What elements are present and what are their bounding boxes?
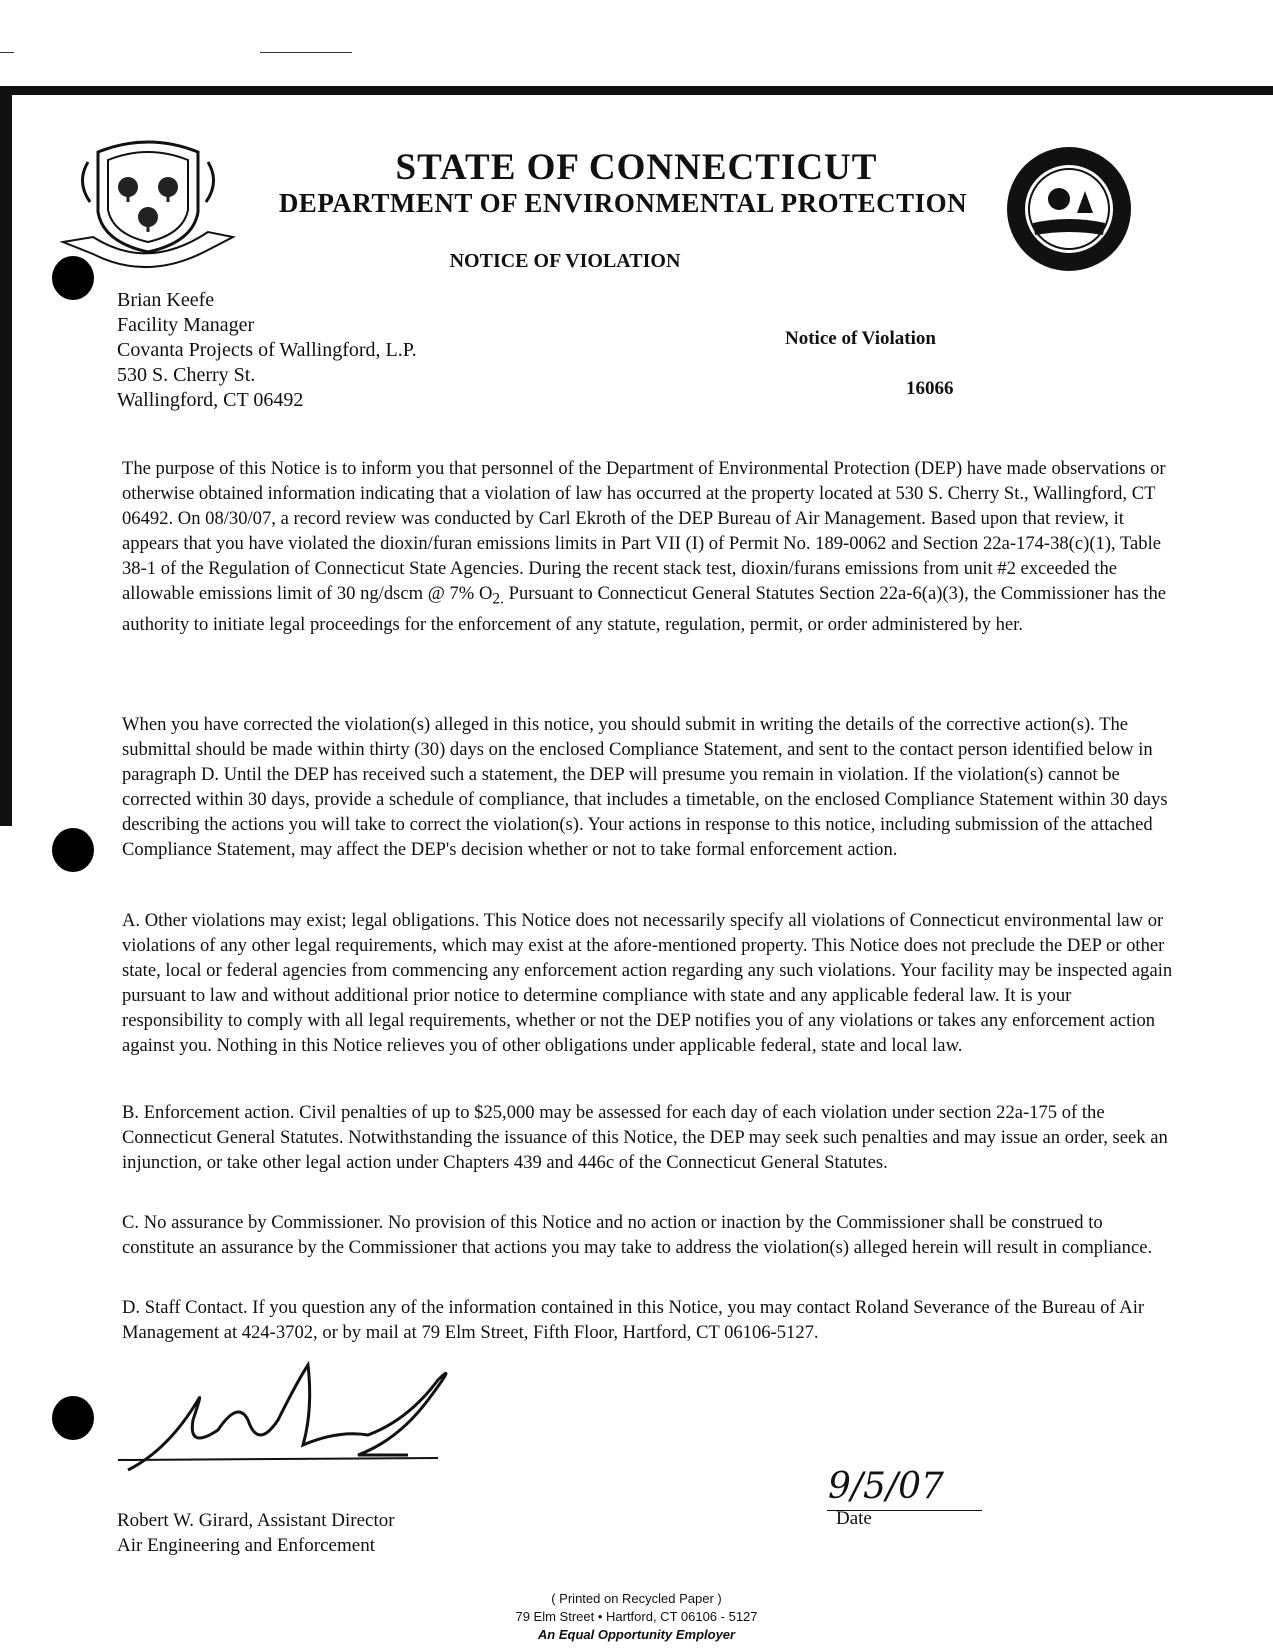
- footer-recycled: ( Printed on Recycled Paper ): [551, 1591, 722, 1606]
- department-heading: DEPARTMENT OF ENVIRONMENTAL PROTECTION: [278, 188, 968, 218]
- page-border-left: [0, 86, 12, 826]
- paragraph-d: D. Staff Contact. If you question any of the information contained in this Notice, you may contact Roland Severance of the Bureau of Air Management at 424-3702, or by mail at 79 Elm Street, Fifth Floor, Hartford, CT 06106-5127.: [122, 1297, 1145, 1343]
- scan-mark: [0, 52, 14, 53]
- paragraph-purpose-text-b: Pursuant to Connecticut General Statutes Section 22a-6(a)(3), the Commissioner has the authority to initiate legal proceedings for the enforcement of any statute, regulation, permit, or order administered by her.: [122, 583, 1166, 635]
- punch-hole: [52, 1396, 94, 1440]
- signatory-office: Air Engineering and Enforcement: [117, 1535, 375, 1556]
- paragraph-a: A. Other violations may exist; legal obligations. This Notice does not necessarily specify all violations of Connecticut environmental law or violations of any other legal requirements, which may exist at the afore-mentioned property. This Notice does not preclude the DEP or other state, local or federal agencies from commencing any enforcement action regarding any such violations. Your facility may be inspected again pursuant to law and without additional prior notice to determine compliance with state and any applicable federal law. It is your responsibility to comply with all legal requirements, whether or not the DEP notifies you of any violations or takes any enforcement action against you. Nothing in this Notice relieves you of other obligations under applicable federal, state and local law.: [122, 910, 1173, 1056]
- o2-subscript: 2.: [492, 590, 504, 608]
- footer: [0, 1590, 1273, 1644]
- recipient-name: Brian Keefe: [117, 289, 215, 311]
- paragraph-b: B. Enforcement action. Civil penalties of up to $25,000 may be assessed for each day of each violation under section 22a-175 of the Connecticut General Statutes. Notwithstanding the issuance of this Notice, the DEP may seek such penalties and may issue an order, seek an injunction, or take other legal action under Chapters 439 and 446c of the Connecticut General Statutes.: [122, 1102, 1168, 1173]
- paragraph-c: C. No assurance by Commissioner. No provision of this Notice and no action or inaction by the Commissioner shall be construed to constitute an assurance by the Commissioner that actions you may take to address the violation(s) alleged herein will result in compliance.: [122, 1212, 1153, 1258]
- recipient-street: 530 S. Cherry St.: [117, 364, 256, 386]
- page-border-top: [0, 86, 1273, 95]
- recipient-company: Covanta Projects of Wallingford, L.P.: [117, 339, 417, 361]
- scan-mark: [260, 52, 352, 53]
- signatory-name: Robert W. Girard, Assistant Director: [117, 1510, 395, 1531]
- date-label: Date: [836, 1508, 872, 1529]
- signed-date: 9/5/07: [828, 1466, 944, 1507]
- signatory-block: [117, 1508, 395, 1558]
- paragraph-correction: When you have corrected the violation(s) alleged in this notice, you should submit in writing the details of the corrective action(s). The submittal should be made within thirty (30) days on the enclosed Compliance Statement, and sent to the contact person identified below in paragraph D. Until the DEP has received such a statement, the DEP will presume you remain in violation. If the violation(s) cannot be corrected within 30 days, provide a schedule of compliance, that includes a timetable, on the enclosed Compliance Statement within 30 days describing the actions you will take to correct the violation(s). Your actions in response to this notice, including submission of the attached Compliance Statement, may affect the DEP's decision whether or not to take formal enforcement action.: [122, 714, 1168, 860]
- footer-address: 79 Elm Street • Hartford, CT 06106 - 5127: [515, 1609, 758, 1624]
- state-heading: STATE OF CONNECTICUT: [395, 147, 878, 188]
- notice-label: Notice of Violation: [785, 328, 936, 349]
- notice-number: 16066: [906, 378, 954, 399]
- recipient-city: Wallingford, CT 06492: [117, 389, 304, 411]
- paragraph-purpose-text-a: The purpose of this Notice is to inform you that personnel of the Department of Environmental Protection (DEP) have made observations or otherwise obtained information indicating that a violation of law has occurred at the property located at 530 S. Cherry St., Wallingford, CT 06492. On 08/30/07, a record review was conducted by Carl Ekroth of the DEP Bureau of Air Management. Based upon that review, it appears that you have violated the dioxin/furan emissions limits in Part VII (I) of Permit No. 189-0062 and Section 22a-174-38(c)(1), Table 38-1 of the Regulation of Connecticut State Agencies. During the recent stack test, dioxin/furans emissions from unit #2 exceeded the allowable emissions limit of 30 ng/dscm @ 7% O: [122, 458, 1166, 604]
- recipient-address: [117, 288, 417, 413]
- footer-eoe: An Equal Opportunity Employer: [537, 1627, 736, 1642]
- recipient-title: Facility Manager: [117, 314, 255, 336]
- punch-hole: [52, 828, 94, 872]
- notice-title: NOTICE OF VIOLATION: [449, 250, 681, 272]
- handwritten-signature: [108, 1360, 468, 1480]
- paragraph-purpose: [122, 456, 1177, 637]
